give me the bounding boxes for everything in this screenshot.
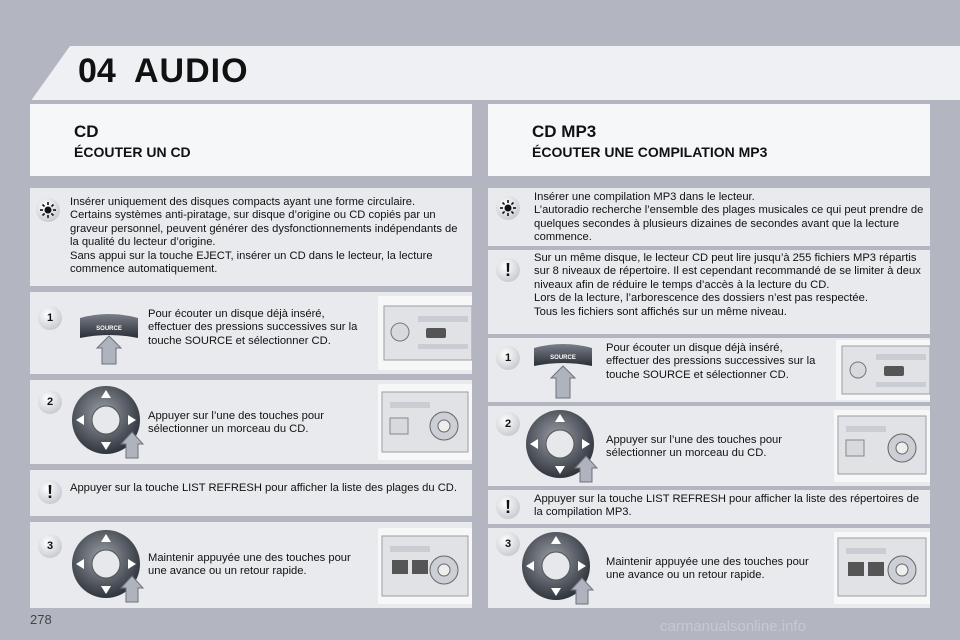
- chapter-number: 04: [78, 52, 116, 90]
- direction-pad-icon: [68, 382, 148, 460]
- right-step-3: [488, 528, 930, 608]
- page-number: 278: [30, 612, 52, 627]
- step-number-badge: 2: [38, 390, 62, 414]
- left-step-1: [30, 292, 472, 374]
- warning-icon: !: [496, 495, 520, 519]
- right-warning-2-text: Appuyer sur la touche LIST REFRESH pour afficher la liste des répertoires de la compilation MP3.: [534, 493, 920, 519]
- radio-image: [836, 340, 930, 400]
- right-step-2: [488, 406, 930, 486]
- right-step-1-text: Pour écouter un disque déjà inséré, effectuer des pressions successives sur la touche SOURCE et sélectionner CD.: [606, 342, 816, 381]
- left-step-3-text: Maintenir appuyée une des touches pour une avance ou un retour rapide.: [148, 552, 351, 578]
- source-label: SOURCE: [550, 355, 576, 361]
- left-tip-panel: [30, 188, 472, 286]
- right-warning-2-panel: [488, 490, 930, 524]
- step-number-badge: 2: [496, 412, 520, 436]
- right-section-subtitle: ÉCOUTER UNE COMPILATION MP3: [532, 144, 768, 160]
- direction-pad-icon: [68, 526, 148, 604]
- direction-pad-icon: [518, 528, 598, 606]
- watermark: carmanualsonline.info: [660, 618, 806, 635]
- tip-icon: [36, 198, 60, 222]
- right-step-3-text: Maintenir appuyée une des touches pour une avance ou un retour rapide.: [606, 556, 809, 582]
- right-step-2-text: Appuyer sur l’une des touches pour sélectionner un morceau du CD.: [606, 434, 783, 460]
- left-section-subtitle: ÉCOUTER UN CD: [74, 144, 191, 160]
- right-section-header: [488, 104, 930, 176]
- chapter-title: AUDIO: [134, 52, 249, 90]
- step-number-badge: 3: [38, 534, 62, 558]
- left-section-title: CD: [74, 122, 99, 141]
- warning-icon: !: [38, 480, 62, 504]
- radio-image: [834, 410, 930, 482]
- warning-icon: !: [496, 258, 520, 282]
- left-step-2: [30, 380, 472, 464]
- right-warning-1-panel: [488, 250, 930, 334]
- radio-image: [378, 384, 472, 460]
- right-warning-1-text: Sur un même disque, le lecteur CD peut lire jusqu’à 255 fichiers MP3 répartis sur 8 niveaux de répertoire. Il est cependant recommandé de se limiter à deux niveaux afin de réduire le temps d’accès à la lecture du CD. Lors de la lecture, l’arborescence des dossiers n’est pas respectée. Tous les fichiers sont affichés sur un même niveau.: [534, 252, 921, 318]
- left-step-1-text: Pour écouter un disque déjà inséré, effectuer des pressions successives sur la touche SOURCE et sélectionner CD.: [148, 308, 358, 347]
- left-section-header: [30, 104, 472, 176]
- left-step-2-text: Appuyer sur l’une des touches pour sélectionner un morceau du CD.: [148, 410, 325, 436]
- right-tip-text: Insérer une compilation MP3 dans le lecteur. L’autoradio recherche l’ensemble des plages musicales ce qui peut prendre de quelques secondes à plusieurs dizaines de secondes avant que la lecture commence.: [534, 191, 924, 244]
- step-number-badge: 3: [496, 532, 520, 556]
- source-button-icon: [78, 308, 140, 366]
- step-number-badge: 1: [496, 346, 520, 370]
- left-step-3: [30, 522, 472, 608]
- radio-image: [378, 528, 472, 604]
- left-warning-text: Appuyer sur la touche LIST REFRESH pour afficher la liste des plages du CD.: [70, 482, 457, 494]
- direction-pad-icon: [522, 406, 602, 484]
- radio-image: [378, 296, 472, 370]
- radio-image: [834, 532, 930, 604]
- left-warning-panel: [30, 470, 472, 516]
- right-section-title: CD MP3: [532, 122, 597, 141]
- left-tip-text: Insérer uniquement des disques compacts ayant une forme circulaire. Certains systèmes anti-piratage, sur disque d’origine ou CD copiés par un graveur personnel, peuvent générer des dysfonctionnements indépendants de la qualité du lecteur d’origine. Sans appui sur la touche EJECT, insérer un CD dans le lecteur, la lecture commence automatiquement.: [70, 196, 458, 276]
- right-step-1: [488, 338, 930, 402]
- source-button-icon: [532, 342, 594, 400]
- source-label: SOURCE: [96, 326, 122, 332]
- tip-icon: [496, 196, 520, 220]
- right-tip-panel: [488, 188, 930, 246]
- step-number-badge: 1: [38, 306, 62, 330]
